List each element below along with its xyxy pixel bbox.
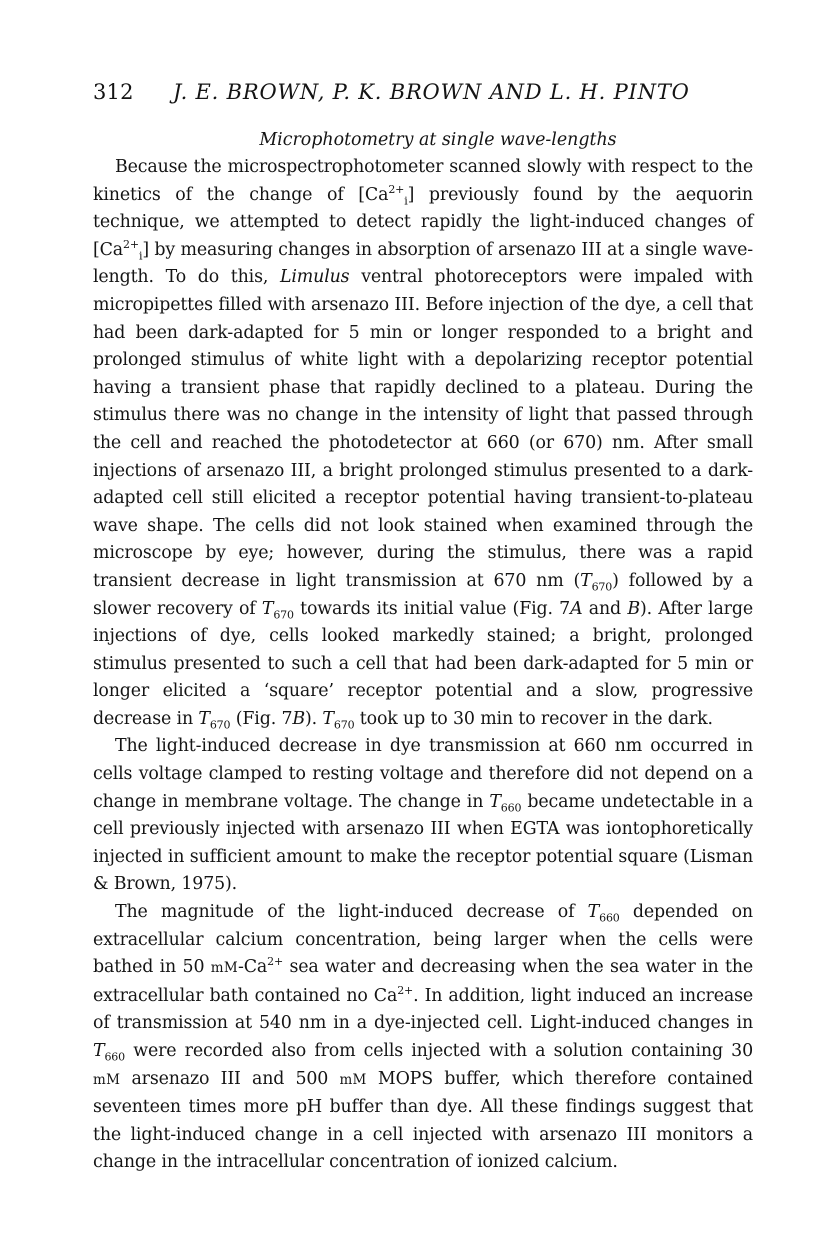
- text-run: were recorded also from cells injected with a solution containing 30: [125, 1041, 753, 1061]
- subscript: 660: [599, 911, 620, 925]
- subscript: 670: [209, 718, 231, 732]
- text-run: . In addition, light induced an increase of transmission at 540 nm in a dye-injected cell. Light-induced changes in: [93, 985, 753, 1034]
- text-run: and: [582, 598, 628, 619]
- unit-mm: mM: [210, 960, 239, 977]
- subscript: 660: [500, 801, 522, 815]
- symbol-t: T: [93, 1041, 105, 1061]
- text-run: -Ca: [238, 957, 268, 978]
- text-run: towards its initial value (Fig. 7: [293, 598, 571, 619]
- text-run: Because the microspectrophotometer scanned slowly with respect to the kinetics of the change of [Ca: [93, 157, 753, 205]
- symbol-t: T: [261, 598, 274, 619]
- unit-mm: mM: [339, 1071, 367, 1088]
- superscript: 2+: [388, 182, 405, 196]
- text-run: became undetectable in a cell previously injected with arsenazo III when EGTA was iontophoretically injected in sufficient amount to make the receptor potential square (Lisman & Brown, 1975).: [93, 791, 754, 895]
- subscript: 670: [591, 580, 613, 594]
- paragraph-3: [93, 899, 753, 1177]
- paragraph-2: [93, 733, 753, 899]
- text-run: ). After large injections of dye, cells looked markedly stained; a bright, prolonged stimulus presented to such a cell that had been dark-adapted for 5 min or longer elicited a ‘square’ receptor potential and a slow, progressive decrease in: [93, 598, 753, 729]
- section-heading: Microphotometry at single wave-lengths: [259, 130, 617, 150]
- text-run: The light-induced decrease in dye transmission at 660 nm occurred in cells voltage clamped to resting voltage and therefore did not depend on a change in membrane voltage. The change in: [93, 736, 753, 812]
- text-run: ) followed by a slower recovery of: [93, 570, 753, 619]
- running-head-authors: J. E. BROWN, P. K. BROWN AND L. H. PINTO: [173, 80, 690, 104]
- superscript: 2+: [123, 237, 139, 251]
- text-run: ] previously found by the aequorin technique, we attempted to detect rapidly the light-induced changes of [Ca: [93, 184, 753, 260]
- text-run: MOPS buffer, which therefore contained seventeen times more pH buffer than dye. All these findings suggest that the light-induced change in a cell injected with arsenazo III monitors a change in the intracellular concentration of ionized calcium.: [93, 1068, 753, 1173]
- subscript: 670: [333, 718, 355, 732]
- text-run: sea water and decreasing when the sea water in the extracellular bath contained no Ca: [93, 957, 754, 1006]
- page-number: 312: [93, 80, 134, 104]
- text-run: ).: [305, 708, 323, 729]
- superscript: 2+: [267, 955, 284, 969]
- subscript: i: [138, 249, 143, 263]
- symbol-t: T: [587, 902, 600, 923]
- unit-mm: mM: [93, 1071, 121, 1088]
- text-run: The magnitude of the light-induced decrease of: [115, 902, 588, 923]
- symbol-t: T: [580, 570, 592, 591]
- text-run: ] by measuring changes in absorption of arsenazo III at a single wave-length. To do this,: [93, 239, 753, 288]
- text-run: depended on extracellular calcium concentration, being larger when the cells were bathed in 50: [93, 902, 753, 978]
- figure-panel-label: B: [292, 708, 306, 729]
- superscript: 2+: [397, 984, 414, 998]
- symbol-t: T: [198, 708, 210, 729]
- page: [93, 80, 753, 1177]
- subscript: 660: [104, 1050, 125, 1064]
- figure-panel-label: A: [570, 598, 583, 619]
- genus-name: Limulus: [280, 267, 350, 288]
- symbol-t: T: [489, 791, 501, 812]
- text-run: took up to 30 min to recover in the dark.: [354, 708, 713, 729]
- text-run: arsenazo III and 500: [120, 1068, 340, 1089]
- running-head: [93, 80, 753, 116]
- subscript: i: [404, 194, 408, 208]
- subscript: 670: [273, 607, 294, 621]
- symbol-t: T: [322, 708, 334, 729]
- text-run: (Fig. 7: [230, 708, 293, 729]
- text-run: ventral photoreceptors were impaled with micropipettes filled with arsenazo III. Before injection of the dye, a cell that had been dark-adapted for 5 min or longer responded to a bright and prolonged stimulus of white light with a depolarizing receptor potential having a transient phase that rapidly declined to a plateau. During the stimulus there was no change in the intensity of light that passed through the cell and reached the photodetector at 660 (or 670) nm. After small injections of arsenazo III, a bright prolonged stimulus presented to a dark-adapted cell still elicited a receptor potential having transient-to-plateau wave shape. The cells did not look stained when examined through the microscope by eye; however, during the stimulus, there was a rapid transient decrease in light transmission at 670 nm (: [93, 267, 753, 591]
- paragraph-1: [93, 154, 753, 733]
- figure-panel-label: B: [627, 598, 640, 619]
